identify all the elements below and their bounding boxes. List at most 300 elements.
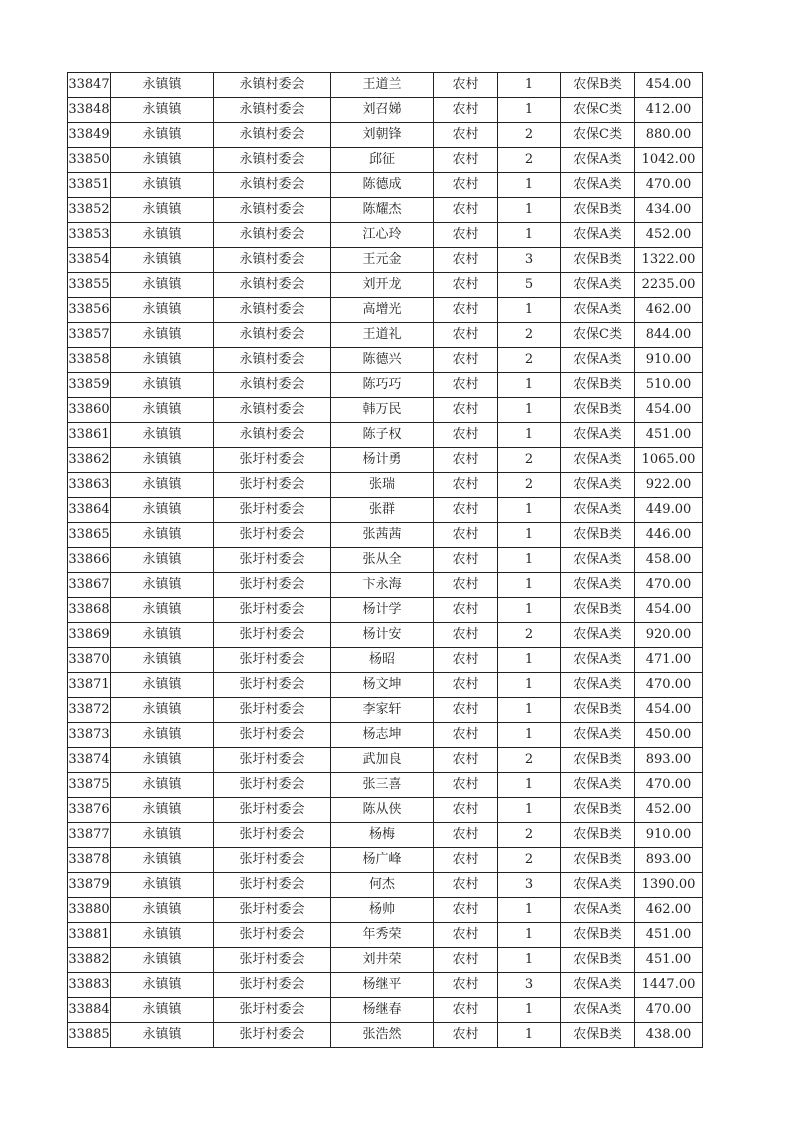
- insurance-category-cell: 农保A类: [561, 773, 635, 798]
- amount-cell: 470.00: [635, 773, 703, 798]
- person-name-cell: 杨梅: [331, 823, 434, 848]
- village-committee-cell: 张圩村委会: [214, 648, 331, 673]
- area-type-cell: 农村: [434, 723, 498, 748]
- town-cell: 永镇镇: [111, 623, 214, 648]
- record-id-cell: 33858: [68, 348, 111, 373]
- village-committee-cell: 张圩村委会: [214, 523, 331, 548]
- amount-cell: 1447.00: [635, 973, 703, 998]
- amount-cell: 1042.00: [635, 148, 703, 173]
- household-size-cell: 3: [498, 248, 561, 273]
- record-id-cell: 33860: [68, 398, 111, 423]
- person-name-cell: 邱征: [331, 148, 434, 173]
- record-id-cell: 33882: [68, 948, 111, 973]
- amount-cell: 451.00: [635, 923, 703, 948]
- household-size-cell: 2: [498, 148, 561, 173]
- insurance-category-cell: 农保A类: [561, 548, 635, 573]
- record-id-cell: 33877: [68, 823, 111, 848]
- village-committee-cell: 永镇村委会: [214, 348, 331, 373]
- person-name-cell: 杨文坤: [331, 673, 434, 698]
- amount-cell: 454.00: [635, 598, 703, 623]
- amount-cell: 1390.00: [635, 873, 703, 898]
- person-name-cell: 杨志坤: [331, 723, 434, 748]
- insurance-category-cell: 农保A类: [561, 423, 635, 448]
- insurance-category-cell: 农保A类: [561, 173, 635, 198]
- amount-cell: 458.00: [635, 548, 703, 573]
- record-id-cell: 33866: [68, 548, 111, 573]
- record-id-cell: 33863: [68, 473, 111, 498]
- amount-cell: 412.00: [635, 98, 703, 123]
- village-committee-cell: 张圩村委会: [214, 673, 331, 698]
- table-row: [68, 823, 703, 848]
- person-name-cell: 张从全: [331, 548, 434, 573]
- village-committee-cell: 张圩村委会: [214, 723, 331, 748]
- person-name-cell: 刘井荣: [331, 948, 434, 973]
- household-size-cell: 3: [498, 873, 561, 898]
- insurance-category-cell: 农保B类: [561, 523, 635, 548]
- village-committee-cell: 张圩村委会: [214, 823, 331, 848]
- town-cell: 永镇镇: [111, 248, 214, 273]
- insurance-category-cell: 农保A类: [561, 973, 635, 998]
- amount-cell: 454.00: [635, 698, 703, 723]
- town-cell: 永镇镇: [111, 498, 214, 523]
- insurance-category-cell: 农保A类: [561, 673, 635, 698]
- area-type-cell: 农村: [434, 798, 498, 823]
- table-row: [68, 123, 703, 148]
- person-name-cell: 王元金: [331, 248, 434, 273]
- village-committee-cell: 永镇村委会: [214, 323, 331, 348]
- household-size-cell: 1: [498, 673, 561, 698]
- amount-cell: 454.00: [635, 73, 703, 98]
- area-type-cell: 农村: [434, 198, 498, 223]
- town-cell: 永镇镇: [111, 523, 214, 548]
- town-cell: 永镇镇: [111, 273, 214, 298]
- village-committee-cell: 永镇村委会: [214, 398, 331, 423]
- insurance-category-cell: 农保A类: [561, 473, 635, 498]
- village-committee-cell: 张圩村委会: [214, 573, 331, 598]
- record-id-cell: 33867: [68, 573, 111, 598]
- area-type-cell: 农村: [434, 573, 498, 598]
- table-row: [68, 148, 703, 173]
- household-size-cell: 1: [498, 648, 561, 673]
- village-committee-cell: 张圩村委会: [214, 498, 331, 523]
- person-name-cell: 杨计勇: [331, 448, 434, 473]
- town-cell: 永镇镇: [111, 373, 214, 398]
- person-name-cell: 张浩然: [331, 1023, 434, 1048]
- household-size-cell: 1: [498, 373, 561, 398]
- record-id-cell: 33875: [68, 773, 111, 798]
- insurance-category-cell: 农保A类: [561, 498, 635, 523]
- household-size-cell: 1: [498, 573, 561, 598]
- town-cell: 永镇镇: [111, 673, 214, 698]
- household-size-cell: 2: [498, 348, 561, 373]
- table-row: [68, 748, 703, 773]
- household-size-cell: 1: [498, 998, 561, 1023]
- person-name-cell: 刘朝锋: [331, 123, 434, 148]
- household-size-cell: 2: [498, 448, 561, 473]
- insurance-category-cell: 农保A类: [561, 898, 635, 923]
- table-row: [68, 98, 703, 123]
- table-row: [68, 973, 703, 998]
- area-type-cell: 农村: [434, 173, 498, 198]
- table-row: [68, 448, 703, 473]
- record-id-cell: 33861: [68, 423, 111, 448]
- area-type-cell: 农村: [434, 748, 498, 773]
- amount-cell: 910.00: [635, 348, 703, 373]
- town-cell: 永镇镇: [111, 73, 214, 98]
- area-type-cell: 农村: [434, 448, 498, 473]
- table-row: [68, 948, 703, 973]
- table-row: [68, 698, 703, 723]
- area-type-cell: 农村: [434, 923, 498, 948]
- household-size-cell: 1: [498, 423, 561, 448]
- table-row: [68, 848, 703, 873]
- person-name-cell: 张群: [331, 498, 434, 523]
- person-name-cell: 陈子权: [331, 423, 434, 448]
- table-row: [68, 248, 703, 273]
- person-name-cell: 陈德成: [331, 173, 434, 198]
- household-size-cell: 1: [498, 948, 561, 973]
- record-id-cell: 33884: [68, 998, 111, 1023]
- area-type-cell: 农村: [434, 148, 498, 173]
- household-size-cell: 1: [498, 298, 561, 323]
- town-cell: 永镇镇: [111, 698, 214, 723]
- town-cell: 永镇镇: [111, 173, 214, 198]
- record-id-cell: 33873: [68, 723, 111, 748]
- insurance-category-cell: 农保A类: [561, 148, 635, 173]
- household-size-cell: 1: [498, 73, 561, 98]
- town-cell: 永镇镇: [111, 923, 214, 948]
- town-cell: 永镇镇: [111, 423, 214, 448]
- area-type-cell: 农村: [434, 298, 498, 323]
- area-type-cell: 农村: [434, 773, 498, 798]
- insurance-category-cell: 农保A类: [561, 623, 635, 648]
- record-id-cell: 33853: [68, 223, 111, 248]
- record-id-cell: 33876: [68, 798, 111, 823]
- insurance-category-cell: 农保A类: [561, 873, 635, 898]
- record-id-cell: 33883: [68, 973, 111, 998]
- household-size-cell: 5: [498, 273, 561, 298]
- town-cell: 永镇镇: [111, 223, 214, 248]
- village-committee-cell: 张圩村委会: [214, 448, 331, 473]
- household-size-cell: 1: [498, 923, 561, 948]
- record-id-cell: 33871: [68, 673, 111, 698]
- area-type-cell: 农村: [434, 398, 498, 423]
- town-cell: 永镇镇: [111, 648, 214, 673]
- record-id-cell: 33848: [68, 98, 111, 123]
- household-size-cell: 1: [498, 523, 561, 548]
- village-committee-cell: 永镇村委会: [214, 423, 331, 448]
- household-size-cell: 1: [498, 1023, 561, 1048]
- area-type-cell: 农村: [434, 123, 498, 148]
- amount-cell: 510.00: [635, 373, 703, 398]
- area-type-cell: 农村: [434, 1023, 498, 1048]
- village-committee-cell: 张圩村委会: [214, 948, 331, 973]
- record-id-cell: 33869: [68, 623, 111, 648]
- record-id-cell: 33850: [68, 148, 111, 173]
- town-cell: 永镇镇: [111, 473, 214, 498]
- area-type-cell: 农村: [434, 598, 498, 623]
- town-cell: 永镇镇: [111, 848, 214, 873]
- area-type-cell: 农村: [434, 98, 498, 123]
- insurance-category-cell: 农保B类: [561, 373, 635, 398]
- town-cell: 永镇镇: [111, 323, 214, 348]
- record-id-cell: 33864: [68, 498, 111, 523]
- table-row: [68, 223, 703, 248]
- table-row: [68, 873, 703, 898]
- village-committee-cell: 张圩村委会: [214, 798, 331, 823]
- amount-cell: 462.00: [635, 298, 703, 323]
- town-cell: 永镇镇: [111, 198, 214, 223]
- person-name-cell: 陈巧巧: [331, 373, 434, 398]
- data-table: [67, 72, 703, 1048]
- area-type-cell: 农村: [434, 323, 498, 348]
- village-committee-cell: 张圩村委会: [214, 848, 331, 873]
- household-size-cell: 1: [498, 498, 561, 523]
- amount-cell: 470.00: [635, 673, 703, 698]
- household-size-cell: 2: [498, 473, 561, 498]
- amount-cell: 450.00: [635, 723, 703, 748]
- village-committee-cell: 张圩村委会: [214, 473, 331, 498]
- table-row: [68, 598, 703, 623]
- amount-cell: 438.00: [635, 1023, 703, 1048]
- table-row: [68, 323, 703, 348]
- amount-cell: 471.00: [635, 648, 703, 673]
- area-type-cell: 农村: [434, 698, 498, 723]
- record-id-cell: 33878: [68, 848, 111, 873]
- person-name-cell: 张瑞: [331, 473, 434, 498]
- area-type-cell: 农村: [434, 373, 498, 398]
- table-row: [68, 723, 703, 748]
- town-cell: 永镇镇: [111, 973, 214, 998]
- household-size-cell: 1: [498, 773, 561, 798]
- household-size-cell: 1: [498, 723, 561, 748]
- household-size-cell: 1: [498, 598, 561, 623]
- village-committee-cell: 张圩村委会: [214, 923, 331, 948]
- table-row: [68, 923, 703, 948]
- table-row: [68, 648, 703, 673]
- amount-cell: 844.00: [635, 323, 703, 348]
- town-cell: 永镇镇: [111, 723, 214, 748]
- insurance-category-cell: 农保B类: [561, 923, 635, 948]
- household-size-cell: 1: [498, 698, 561, 723]
- amount-cell: 452.00: [635, 223, 703, 248]
- village-committee-cell: 永镇村委会: [214, 123, 331, 148]
- record-id-cell: 33849: [68, 123, 111, 148]
- household-size-cell: 1: [498, 98, 561, 123]
- table-row: [68, 173, 703, 198]
- table-row: [68, 1023, 703, 1048]
- person-name-cell: 张三喜: [331, 773, 434, 798]
- person-name-cell: 韩万民: [331, 398, 434, 423]
- table-row: [68, 273, 703, 298]
- record-id-cell: 33880: [68, 898, 111, 923]
- person-name-cell: 刘开龙: [331, 273, 434, 298]
- amount-cell: 434.00: [635, 198, 703, 223]
- insurance-category-cell: 农保B类: [561, 748, 635, 773]
- village-committee-cell: 张圩村委会: [214, 598, 331, 623]
- village-committee-cell: 永镇村委会: [214, 98, 331, 123]
- village-committee-cell: 永镇村委会: [214, 298, 331, 323]
- amount-cell: 470.00: [635, 998, 703, 1023]
- town-cell: 永镇镇: [111, 298, 214, 323]
- household-size-cell: 2: [498, 123, 561, 148]
- household-size-cell: 2: [498, 848, 561, 873]
- insurance-category-cell: 农保A类: [561, 348, 635, 373]
- village-committee-cell: 永镇村委会: [214, 198, 331, 223]
- amount-cell: 470.00: [635, 173, 703, 198]
- village-committee-cell: 张圩村委会: [214, 773, 331, 798]
- person-name-cell: 杨昭: [331, 648, 434, 673]
- village-committee-cell: 张圩村委会: [214, 623, 331, 648]
- table-row: [68, 473, 703, 498]
- village-committee-cell: 张圩村委会: [214, 1023, 331, 1048]
- amount-cell: 893.00: [635, 748, 703, 773]
- table-row: [68, 773, 703, 798]
- town-cell: 永镇镇: [111, 98, 214, 123]
- person-name-cell: 江心玲: [331, 223, 434, 248]
- insurance-category-cell: 农保B类: [561, 398, 635, 423]
- village-committee-cell: 张圩村委会: [214, 698, 331, 723]
- person-name-cell: 杨计安: [331, 623, 434, 648]
- record-id-cell: 33855: [68, 273, 111, 298]
- amount-cell: 910.00: [635, 823, 703, 848]
- town-cell: 永镇镇: [111, 998, 214, 1023]
- person-name-cell: 张茜茜: [331, 523, 434, 548]
- amount-cell: 449.00: [635, 498, 703, 523]
- area-type-cell: 农村: [434, 523, 498, 548]
- person-name-cell: 李家轩: [331, 698, 434, 723]
- table-row: [68, 673, 703, 698]
- town-cell: 永镇镇: [111, 398, 214, 423]
- town-cell: 永镇镇: [111, 748, 214, 773]
- table-row: [68, 348, 703, 373]
- amount-cell: 470.00: [635, 573, 703, 598]
- village-committee-cell: 张圩村委会: [214, 898, 331, 923]
- household-size-cell: 1: [498, 223, 561, 248]
- record-id-cell: 33847: [68, 73, 111, 98]
- amount-cell: 451.00: [635, 948, 703, 973]
- table-row: [68, 998, 703, 1023]
- person-name-cell: 杨帅: [331, 898, 434, 923]
- area-type-cell: 农村: [434, 973, 498, 998]
- record-id-cell: 33881: [68, 923, 111, 948]
- record-id-cell: 33857: [68, 323, 111, 348]
- household-size-cell: 1: [498, 398, 561, 423]
- area-type-cell: 农村: [434, 273, 498, 298]
- town-cell: 永镇镇: [111, 948, 214, 973]
- amount-cell: 2235.00: [635, 273, 703, 298]
- person-name-cell: 杨广峰: [331, 848, 434, 873]
- village-committee-cell: 张圩村委会: [214, 548, 331, 573]
- area-type-cell: 农村: [434, 248, 498, 273]
- table-row: [68, 573, 703, 598]
- area-type-cell: 农村: [434, 673, 498, 698]
- area-type-cell: 农村: [434, 873, 498, 898]
- table-row: [68, 398, 703, 423]
- insurance-category-cell: 农保C类: [561, 323, 635, 348]
- village-committee-cell: 永镇村委会: [214, 73, 331, 98]
- person-name-cell: 陈耀杰: [331, 198, 434, 223]
- table-body: [68, 73, 703, 1048]
- insurance-category-cell: 农保C类: [561, 98, 635, 123]
- amount-cell: 922.00: [635, 473, 703, 498]
- person-name-cell: 年秀荣: [331, 923, 434, 948]
- village-committee-cell: 张圩村委会: [214, 998, 331, 1023]
- amount-cell: 880.00: [635, 123, 703, 148]
- table-row: [68, 373, 703, 398]
- village-committee-cell: 永镇村委会: [214, 248, 331, 273]
- person-name-cell: 武加良: [331, 748, 434, 773]
- person-name-cell: 杨继平: [331, 973, 434, 998]
- village-committee-cell: 永镇村委会: [214, 273, 331, 298]
- person-name-cell: 杨计学: [331, 598, 434, 623]
- village-committee-cell: 张圩村委会: [214, 873, 331, 898]
- insurance-category-cell: 农保B类: [561, 198, 635, 223]
- amount-cell: 452.00: [635, 798, 703, 823]
- insurance-category-cell: 农保A类: [561, 298, 635, 323]
- insurance-category-cell: 农保B类: [561, 598, 635, 623]
- town-cell: 永镇镇: [111, 573, 214, 598]
- person-name-cell: 王道礼: [331, 323, 434, 348]
- area-type-cell: 农村: [434, 848, 498, 873]
- insurance-category-cell: 农保A类: [561, 573, 635, 598]
- person-name-cell: 何杰: [331, 873, 434, 898]
- household-size-cell: 1: [498, 548, 561, 573]
- area-type-cell: 农村: [434, 223, 498, 248]
- town-cell: 永镇镇: [111, 448, 214, 473]
- record-id-cell: 33856: [68, 298, 111, 323]
- amount-cell: 893.00: [635, 848, 703, 873]
- table-row: [68, 798, 703, 823]
- household-size-cell: 1: [498, 898, 561, 923]
- town-cell: 永镇镇: [111, 348, 214, 373]
- insurance-category-cell: 农保B类: [561, 1023, 635, 1048]
- town-cell: 永镇镇: [111, 1023, 214, 1048]
- village-committee-cell: 永镇村委会: [214, 373, 331, 398]
- town-cell: 永镇镇: [111, 823, 214, 848]
- insurance-category-cell: 农保B类: [561, 248, 635, 273]
- household-size-cell: 3: [498, 973, 561, 998]
- town-cell: 永镇镇: [111, 598, 214, 623]
- town-cell: 永镇镇: [111, 773, 214, 798]
- household-size-cell: 1: [498, 173, 561, 198]
- amount-cell: 462.00: [635, 898, 703, 923]
- area-type-cell: 农村: [434, 423, 498, 448]
- table-row: [68, 548, 703, 573]
- area-type-cell: 农村: [434, 473, 498, 498]
- area-type-cell: 农村: [434, 623, 498, 648]
- household-size-cell: 1: [498, 198, 561, 223]
- amount-cell: 446.00: [635, 523, 703, 548]
- record-id-cell: 33851: [68, 173, 111, 198]
- record-id-cell: 33872: [68, 698, 111, 723]
- household-size-cell: 2: [498, 323, 561, 348]
- village-committee-cell: 永镇村委会: [214, 173, 331, 198]
- insurance-category-cell: 农保C类: [561, 123, 635, 148]
- person-name-cell: 卞永海: [331, 573, 434, 598]
- village-committee-cell: 永镇村委会: [214, 223, 331, 248]
- town-cell: 永镇镇: [111, 148, 214, 173]
- person-name-cell: 王道兰: [331, 73, 434, 98]
- area-type-cell: 农村: [434, 548, 498, 573]
- insurance-category-cell: 农保A类: [561, 648, 635, 673]
- area-type-cell: 农村: [434, 823, 498, 848]
- area-type-cell: 农村: [434, 498, 498, 523]
- area-type-cell: 农村: [434, 898, 498, 923]
- area-type-cell: 农村: [434, 348, 498, 373]
- person-name-cell: 高增光: [331, 298, 434, 323]
- record-id-cell: 33868: [68, 598, 111, 623]
